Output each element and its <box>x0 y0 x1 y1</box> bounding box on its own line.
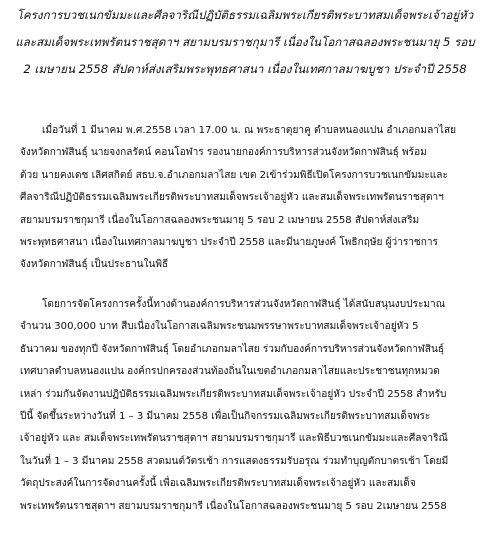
paragraph-line: จำนวน 300,000 บาท สืบเนื่องในโอกาสเฉลิมพระชนมพรรษาพระบาทสมเด็จพระเจ้าอยู่หัว 5 <box>20 321 419 333</box>
title-line: โครงการบวชเนกขัมมะและศีลจาริณีปฏิบัติธรรมเฉลิมพระเกียรติพระบาทสมเด็จพระเจ้าอยู่หัว <box>16 8 474 22</box>
paragraph-line: ศีลจาริณีปฏิบัติธรรมเฉลิมพระเกียรติพระบาทสมเด็จพระเจ้าอยู่หัว และสมเด็จพระเทพรัตนราชสุดาฯ <box>20 192 444 204</box>
paragraph-line: เมื่อวันที่ 1 มีนาคม พ.ศ.2558 เวลา 17.00 น. ณ พระธาตุยาคู ตำบลหนองแปน อำเภอกมลาไสย <box>42 125 457 136</box>
paragraph-line: สยามบรมราชกุมารี เนื่องในโอกาสฉลองพระชนมายุ 5 รอบ 2 เมษายน 2558 สัปดาห์ส่งเสริม <box>20 214 420 226</box>
paragraph-line: ในวันที่ 1 – 3 มีนาคม 2558 สวดมนต์วัตรเช้า การแสดงธรรมรับอรุณ ร่วมทำบุญตักบาตรเช้า โดยมี <box>20 455 449 467</box>
paragraph-1 <box>20 120 476 277</box>
paragraph-line: วัตถุประสงค์ในการจัดงานครั้งนี้ เพื่อเฉลิมพระเกียรติพระบาทสมเด็จพระเจ้าอยู่หัว และสมเด็จ <box>20 478 416 490</box>
paragraph-line: โดยการจัดโครงการครั้งนี้ทางด้านองค์การบริหารส่วนจังหวัดกาฬสินธุ์ ได้สนับสนุนงบประมาณ <box>42 299 446 310</box>
title-line: 2 เมษายน 2558 สัปดาห์ส่งเสริมพระพุทธศาสนา เนื่องในเทศกาลมาฆบูชา ประจำปี 2558 <box>23 62 467 76</box>
paragraph-line: จังหวัดกาฬสินธุ์ นายจงกลรัตน์ คอนโอฬาร รองนายกองค์การบริหารส่วนจังหวัดกาฬสินธุ์ พร้อม <box>20 147 427 159</box>
paragraph-line: เจ้าอยู่หัว และ สมเด็จพระเทพรัตนราชสุดาฯ สยามบรมราชกุมารี และพิธีบวชเนกขัมมะและศีลจาริณี <box>20 433 448 445</box>
title-line: และสมเด็จพระเทพรัตนราชสุดาฯ สยามบรมราชกุมารี เนื่องในโอกาสฉลองพระชนมายุ 5 รอบ <box>15 35 475 49</box>
document-title <box>12 2 478 83</box>
paragraph-line: เทศบาลตำบลหนองแปน องค์กรปกครองส่วนท้องถิ่นในเขตอำเภอกมลาไสยและประชาชนทุกหมวด <box>20 366 440 378</box>
paragraph-line: พระเทพรัตนราชสุดาฯ สยามบรมราชกุมารี เนื่องในโอกาสฉลองพระชนมายุ 5 รอบ 2เมษายน 2558 <box>20 500 447 512</box>
paragraph-line: เหล่า ร่วมกันจัดงานปฏิบัติธรรมเฉลิมพระเกียรติพระบาทสมเด็จพระเจ้าอยู่หัว ประจำปี 2558 สำหรับ <box>20 388 447 400</box>
paragraph-line: ปีนี้ จัดขึ้นระหว่างวันที่ 1 – 3 มีนาคม 2558 เพื่อเป็นกิจกรรมเฉลิมพระเกียรติพระบาทสมเด็จพระ <box>20 411 431 423</box>
paragraph-line: พระพุทธศาสนา เนื่องในเทศกาลมาฆบูชา ประจำปี 2558 และมีนายภูษงค์ โพธิกฤษัย ผู้ว่าราชการ <box>20 237 438 249</box>
paragraph-line: ด้วย นายคงเดช เลิศสกิตย์ สธบ.จ.อำเภอกมลาไสย เขต 2เข้าร่วมพิธีเปิดโครงการบวชเนกขัมมะและ <box>20 169 448 181</box>
paragraph-line: จังหวัดกาฬสินธุ์ เป็นประธานในพิธี <box>20 259 169 271</box>
paragraph-line: ธันวาคม ของทุกปี จังหวัดกาฬสินธุ์ โดยอำเภอกมลาไสย ร่วมกับองค์การบริหารส่วนจังหวัดกาฬสินธุ์ <box>20 343 445 355</box>
paragraph-2 <box>20 294 476 518</box>
